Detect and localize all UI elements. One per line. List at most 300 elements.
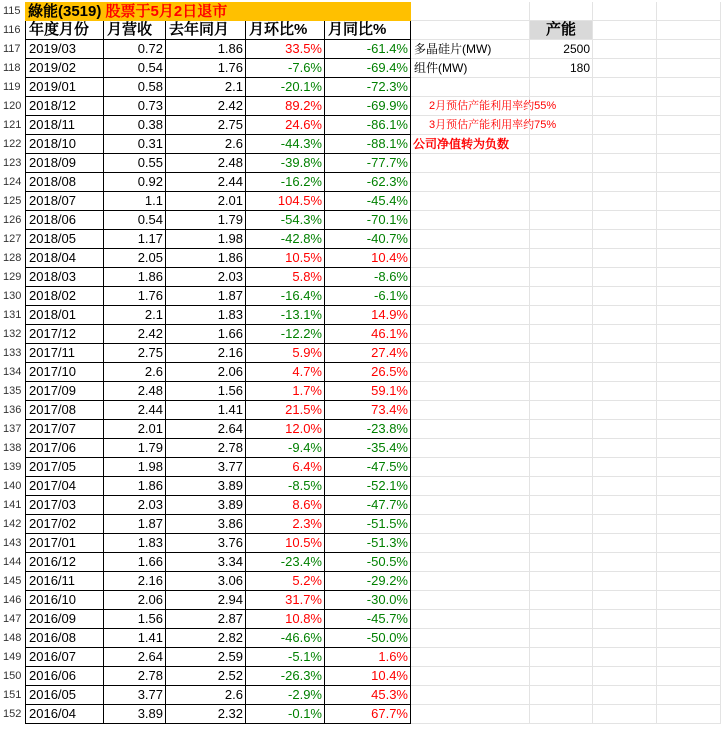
empty-cell[interactable] [530,458,593,477]
capacity-value[interactable]: 180 [530,59,593,78]
empty-cell[interactable] [593,344,657,363]
data-cell[interactable]: 2.06 [104,591,166,610]
empty-cell[interactable] [657,648,721,667]
data-cell[interactable]: 1.1 [104,192,166,211]
data-cell[interactable]: -77.7% [325,154,411,173]
empty-cell[interactable] [657,401,721,420]
empty-cell[interactable] [411,553,530,572]
empty-cell[interactable] [593,306,657,325]
empty-cell[interactable] [657,629,721,648]
empty-cell[interactable] [411,439,530,458]
empty-cell[interactable] [411,344,530,363]
month-cell[interactable]: 2016/07 [25,648,104,667]
month-cell[interactable]: 2017/09 [25,382,104,401]
data-cell[interactable]: -45.7% [325,610,411,629]
empty-cell[interactable] [411,21,530,40]
empty-cell[interactable] [657,610,721,629]
month-cell[interactable]: 2017/04 [25,477,104,496]
month-cell[interactable]: 2018/02 [25,287,104,306]
row-number[interactable]: 120 [3,100,22,112]
empty-cell[interactable] [411,420,530,439]
data-cell[interactable]: -5.1% [246,648,325,667]
month-cell[interactable]: 2018/05 [25,230,104,249]
empty-cell[interactable] [530,553,593,572]
data-cell[interactable]: -7.6% [246,59,325,78]
data-cell[interactable]: 8.6% [246,496,325,515]
month-cell[interactable]: 2017/01 [25,534,104,553]
data-cell[interactable]: -47.5% [325,458,411,477]
empty-cell[interactable] [657,59,721,78]
data-cell[interactable]: -26.3% [246,667,325,686]
empty-cell[interactable] [411,572,530,591]
data-cell[interactable]: -8.6% [325,268,411,287]
month-cell[interactable]: 2018/06 [25,211,104,230]
data-cell[interactable]: -6.1% [325,287,411,306]
empty-cell[interactable] [530,2,593,21]
empty-cell[interactable] [530,667,593,686]
empty-cell[interactable] [657,173,721,192]
data-cell[interactable]: 2.01 [104,420,166,439]
data-cell[interactable]: 1.66 [166,325,246,344]
empty-cell[interactable] [593,116,657,135]
data-cell[interactable]: 1.17 [104,230,166,249]
data-cell[interactable]: -30.0% [325,591,411,610]
data-cell[interactable]: 10.4% [325,667,411,686]
row-number[interactable]: 128 [3,252,22,264]
month-cell[interactable]: 2017/11 [25,344,104,363]
empty-cell[interactable] [593,268,657,287]
data-cell[interactable]: -42.8% [246,230,325,249]
row-number[interactable]: 143 [3,537,22,549]
empty-cell[interactable] [530,591,593,610]
empty-cell[interactable] [593,420,657,439]
empty-cell[interactable] [593,40,657,59]
data-cell[interactable]: 3.89 [104,705,166,724]
empty-cell[interactable] [530,306,593,325]
data-cell[interactable]: 1.86 [104,268,166,287]
empty-cell[interactable] [593,325,657,344]
data-cell[interactable]: -45.4% [325,192,411,211]
empty-cell[interactable] [657,572,721,591]
empty-cell[interactable] [411,686,530,705]
month-cell[interactable]: 2019/02 [25,59,104,78]
empty-cell[interactable] [657,705,721,724]
column-header[interactable]: 年度月份 [25,21,104,40]
data-cell[interactable]: 4.7% [246,363,325,382]
capacity-label[interactable]: 多晶硅片(MW) [411,40,530,59]
empty-cell[interactable] [530,211,593,230]
data-cell[interactable]: -0.1% [246,705,325,724]
empty-cell[interactable] [530,192,593,211]
data-cell[interactable]: -12.2% [246,325,325,344]
data-cell[interactable]: 33.5% [246,40,325,59]
empty-cell[interactable] [593,230,657,249]
data-cell[interactable]: 21.5% [246,401,325,420]
empty-cell[interactable] [593,458,657,477]
row-number[interactable]: 141 [3,499,22,511]
data-cell[interactable]: 6.4% [246,458,325,477]
empty-cell[interactable] [657,2,721,21]
data-cell[interactable]: 0.31 [104,135,166,154]
row-number[interactable]: 151 [3,689,22,701]
row-number[interactable]: 147 [3,613,22,625]
row-number[interactable]: 119 [3,81,21,93]
data-cell[interactable]: 2.6 [104,363,166,382]
empty-cell[interactable] [657,382,721,401]
data-cell[interactable]: 3.89 [166,477,246,496]
data-cell[interactable]: 10.5% [246,534,325,553]
column-header[interactable]: 月同比% [325,21,411,40]
data-cell[interactable]: 10.8% [246,610,325,629]
data-cell[interactable]: -51.3% [325,534,411,553]
data-cell[interactable]: 3.89 [166,496,246,515]
data-cell[interactable]: 5.9% [246,344,325,363]
data-cell[interactable]: 0.55 [104,154,166,173]
data-cell[interactable]: -20.1% [246,78,325,97]
empty-cell[interactable] [657,534,721,553]
empty-cell[interactable] [411,306,530,325]
data-cell[interactable]: 1.83 [166,306,246,325]
data-cell[interactable]: -86.1% [325,116,411,135]
month-cell[interactable]: 2016/04 [25,705,104,724]
empty-cell[interactable] [530,705,593,724]
empty-cell[interactable] [593,59,657,78]
data-cell[interactable]: 1.86 [166,40,246,59]
empty-cell[interactable] [657,78,721,97]
data-cell[interactable]: 45.3% [325,686,411,705]
capacity-value[interactable]: 2500 [530,40,593,59]
column-header[interactable]: 月营收 [104,21,166,40]
empty-cell[interactable] [593,534,657,553]
empty-cell[interactable] [411,515,530,534]
row-number[interactable]: 117 [3,43,21,55]
data-cell[interactable]: 2.03 [104,496,166,515]
data-cell[interactable]: 1.98 [166,230,246,249]
row-number[interactable]: 132 [3,328,22,340]
data-cell[interactable]: 3.86 [166,515,246,534]
data-cell[interactable]: 2.82 [166,629,246,648]
data-cell[interactable]: 2.32 [166,705,246,724]
row-number[interactable]: 136 [3,404,22,416]
month-cell[interactable]: 2018/03 [25,268,104,287]
empty-cell[interactable] [593,686,657,705]
empty-cell[interactable] [411,78,530,97]
data-cell[interactable]: 2.44 [166,173,246,192]
empty-cell[interactable] [530,363,593,382]
empty-cell[interactable] [657,591,721,610]
empty-cell[interactable] [657,40,721,59]
empty-cell[interactable] [411,287,530,306]
row-number[interactable]: 140 [3,480,22,492]
empty-cell[interactable] [657,477,721,496]
empty-cell[interactable] [411,496,530,515]
data-cell[interactable]: -39.8% [246,154,325,173]
data-cell[interactable]: -52.1% [325,477,411,496]
data-cell[interactable]: 1.79 [166,211,246,230]
data-cell[interactable]: 27.4% [325,344,411,363]
empty-cell[interactable] [657,325,721,344]
data-cell[interactable]: 2.3% [246,515,325,534]
row-number[interactable]: 126 [3,214,22,226]
data-cell[interactable]: 1.76 [166,59,246,78]
empty-cell[interactable] [593,401,657,420]
empty-cell[interactable] [657,116,721,135]
data-cell[interactable]: 2.16 [166,344,246,363]
empty-cell[interactable] [411,667,530,686]
empty-cell[interactable] [411,458,530,477]
empty-cell[interactable] [530,534,593,553]
empty-cell[interactable] [593,572,657,591]
data-cell[interactable]: 2.03 [166,268,246,287]
month-cell[interactable]: 2017/05 [25,458,104,477]
empty-cell[interactable] [411,401,530,420]
row-number[interactable]: 118 [3,62,21,74]
row-number[interactable]: 139 [3,461,22,473]
month-cell[interactable]: 2016/05 [25,686,104,705]
utilization-note[interactable]: 3月预估产能利用率约75% [411,116,530,135]
row-number[interactable]: 115 [3,5,21,17]
empty-cell[interactable] [411,382,530,401]
empty-cell[interactable] [530,249,593,268]
empty-cell[interactable] [657,306,721,325]
empty-cell[interactable] [530,173,593,192]
empty-cell[interactable] [593,439,657,458]
data-cell[interactable]: -62.3% [325,173,411,192]
row-number[interactable]: 123 [3,157,22,169]
data-cell[interactable]: 73.4% [325,401,411,420]
data-cell[interactable]: 12.0% [246,420,325,439]
data-cell[interactable]: 2.48 [104,382,166,401]
row-number[interactable]: 138 [3,442,22,454]
month-cell[interactable]: 2018/09 [25,154,104,173]
data-cell[interactable]: 1.86 [104,477,166,496]
data-cell[interactable]: -8.5% [246,477,325,496]
empty-cell[interactable] [530,439,593,458]
month-cell[interactable]: 2016/10 [25,591,104,610]
empty-cell[interactable] [530,610,593,629]
empty-cell[interactable] [530,648,593,667]
data-cell[interactable]: 2.05 [104,249,166,268]
data-cell[interactable]: 1.7% [246,382,325,401]
data-cell[interactable]: -69.4% [325,59,411,78]
empty-cell[interactable] [530,325,593,344]
row-number[interactable]: 125 [3,195,22,207]
month-cell[interactable]: 2017/10 [25,363,104,382]
empty-cell[interactable] [593,496,657,515]
data-cell[interactable]: -50.0% [325,629,411,648]
data-cell[interactable]: -9.4% [246,439,325,458]
empty-cell[interactable] [657,154,721,173]
empty-cell[interactable] [411,629,530,648]
data-cell[interactable]: 1.6% [325,648,411,667]
data-cell[interactable]: 2.78 [166,439,246,458]
data-cell[interactable]: 0.73 [104,97,166,116]
data-cell[interactable]: 14.9% [325,306,411,325]
data-cell[interactable]: -72.3% [325,78,411,97]
empty-cell[interactable] [657,496,721,515]
data-cell[interactable]: 104.5% [246,192,325,211]
empty-cell[interactable] [593,2,657,21]
month-cell[interactable]: 2017/12 [25,325,104,344]
data-cell[interactable]: -69.9% [325,97,411,116]
data-cell[interactable]: -23.8% [325,420,411,439]
empty-cell[interactable] [530,572,593,591]
month-cell[interactable]: 2018/10 [25,135,104,154]
row-number[interactable]: 152 [3,708,22,720]
row-number[interactable]: 144 [3,556,22,568]
capacity-header[interactable]: 产能 [530,21,593,40]
data-cell[interactable]: 0.54 [104,211,166,230]
data-cell[interactable]: -61.4% [325,40,411,59]
data-cell[interactable]: 31.7% [246,591,325,610]
empty-cell[interactable] [530,686,593,705]
empty-cell[interactable] [411,249,530,268]
data-cell[interactable]: 2.1 [104,306,166,325]
data-cell[interactable]: 2.48 [166,154,246,173]
empty-cell[interactable] [530,78,593,97]
data-cell[interactable]: 3.76 [166,534,246,553]
empty-cell[interactable] [530,401,593,420]
data-cell[interactable]: 2.75 [104,344,166,363]
empty-cell[interactable] [530,287,593,306]
month-cell[interactable]: 2019/03 [25,40,104,59]
month-cell[interactable]: 2016/08 [25,629,104,648]
data-cell[interactable]: 3.06 [166,572,246,591]
empty-cell[interactable] [657,135,721,154]
data-cell[interactable]: 0.92 [104,173,166,192]
data-cell[interactable]: 2.94 [166,591,246,610]
empty-cell[interactable] [657,21,721,40]
data-cell[interactable]: 89.2% [246,97,325,116]
data-cell[interactable]: 2.64 [166,420,246,439]
empty-cell[interactable] [593,648,657,667]
empty-cell[interactable] [593,629,657,648]
data-cell[interactable]: 1.98 [104,458,166,477]
data-cell[interactable]: 1.87 [166,287,246,306]
empty-cell[interactable] [411,173,530,192]
data-cell[interactable]: 2.16 [104,572,166,591]
data-cell[interactable]: 2.6 [166,686,246,705]
empty-cell[interactable] [411,211,530,230]
data-cell[interactable]: -16.4% [246,287,325,306]
data-cell[interactable]: 2.06 [166,363,246,382]
empty-cell[interactable] [530,97,593,116]
empty-cell[interactable] [593,515,657,534]
empty-cell[interactable] [411,268,530,287]
data-cell[interactable]: 67.7% [325,705,411,724]
row-number[interactable]: 131 [3,309,22,321]
title-cell[interactable] [25,2,411,21]
row-number[interactable]: 127 [3,233,22,245]
data-cell[interactable]: 2.1 [166,78,246,97]
data-cell[interactable]: 0.58 [104,78,166,97]
month-cell[interactable]: 2018/12 [25,97,104,116]
month-cell[interactable]: 2017/08 [25,401,104,420]
data-cell[interactable]: 2.6 [166,135,246,154]
empty-cell[interactable] [593,477,657,496]
column-header[interactable]: 去年同月 [166,21,246,40]
data-cell[interactable]: 3.77 [104,686,166,705]
row-number[interactable]: 142 [3,518,22,530]
data-cell[interactable]: 2.75 [166,116,246,135]
empty-cell[interactable] [657,458,721,477]
empty-cell[interactable] [657,287,721,306]
row-number[interactable]: 150 [3,670,22,682]
empty-cell[interactable] [593,97,657,116]
month-cell[interactable]: 2016/12 [25,553,104,572]
data-cell[interactable]: 2.42 [104,325,166,344]
row-number[interactable]: 148 [3,632,22,644]
data-cell[interactable]: 0.72 [104,40,166,59]
empty-cell[interactable] [411,591,530,610]
empty-cell[interactable] [593,287,657,306]
month-cell[interactable]: 2018/07 [25,192,104,211]
data-cell[interactable]: 46.1% [325,325,411,344]
data-cell[interactable]: 1.41 [104,629,166,648]
month-cell[interactable]: 2018/04 [25,249,104,268]
empty-cell[interactable] [530,230,593,249]
empty-cell[interactable] [657,553,721,572]
data-cell[interactable]: -13.1% [246,306,325,325]
data-cell[interactable]: 1.87 [104,515,166,534]
data-cell[interactable]: -54.3% [246,211,325,230]
empty-cell[interactable] [530,268,593,287]
utilization-note[interactable]: 2月预估产能利用率约55% [411,97,530,116]
data-cell[interactable]: 1.76 [104,287,166,306]
data-cell[interactable]: 2.44 [104,401,166,420]
empty-cell[interactable] [530,420,593,439]
data-cell[interactable]: 1.79 [104,439,166,458]
month-cell[interactable]: 2018/11 [25,116,104,135]
empty-cell[interactable] [657,211,721,230]
row-number[interactable]: 124 [3,176,22,188]
month-cell[interactable]: 2017/07 [25,420,104,439]
empty-cell[interactable] [593,382,657,401]
empty-cell[interactable] [593,667,657,686]
row-number[interactable]: 135 [3,385,22,397]
empty-cell[interactable] [593,21,657,40]
data-cell[interactable]: -23.4% [246,553,325,572]
row-number[interactable]: 149 [3,651,22,663]
row-number[interactable]: 129 [3,271,22,283]
data-cell[interactable]: 5.2% [246,572,325,591]
data-cell[interactable]: 2.78 [104,667,166,686]
empty-cell[interactable] [593,249,657,268]
month-cell[interactable]: 2016/06 [25,667,104,686]
capacity-label[interactable]: 组件(MW) [411,59,530,78]
data-cell[interactable]: 59.1% [325,382,411,401]
empty-cell[interactable] [530,477,593,496]
data-cell[interactable]: 1.41 [166,401,246,420]
month-cell[interactable]: 2017/06 [25,439,104,458]
data-cell[interactable]: 5.8% [246,268,325,287]
empty-cell[interactable] [411,192,530,211]
data-cell[interactable]: 0.54 [104,59,166,78]
month-cell[interactable]: 2018/08 [25,173,104,192]
empty-cell[interactable] [593,610,657,629]
data-cell[interactable]: 1.86 [166,249,246,268]
empty-cell[interactable] [657,686,721,705]
data-cell[interactable]: 1.83 [104,534,166,553]
empty-cell[interactable] [411,534,530,553]
empty-cell[interactable] [593,363,657,382]
empty-cell[interactable] [593,154,657,173]
data-cell[interactable]: 0.38 [104,116,166,135]
month-cell[interactable]: 2018/01 [25,306,104,325]
data-cell[interactable]: 2.87 [166,610,246,629]
empty-cell[interactable] [657,363,721,382]
data-cell[interactable]: 2.52 [166,667,246,686]
